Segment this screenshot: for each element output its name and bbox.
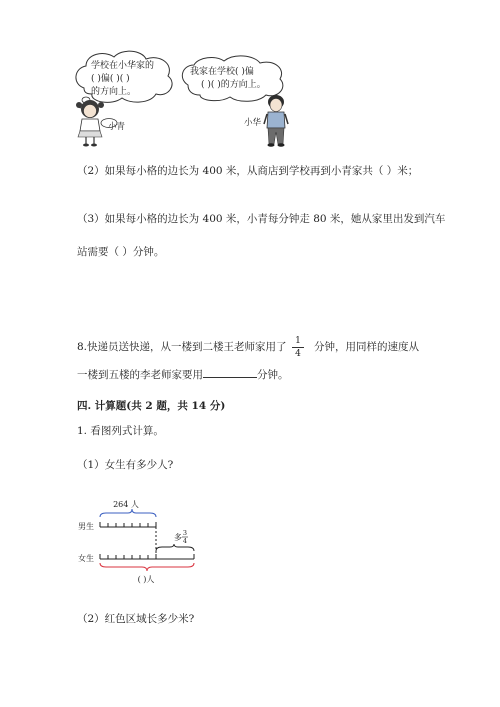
answer-blank (203, 366, 257, 378)
boy-ticks (100, 522, 156, 527)
calc-1-sub-2: （2）红色区域长多少米? (77, 613, 195, 625)
question-2: （2）如果每小格的边长为 400 米，从商店到学校再到小青家共（ ）米； (77, 165, 419, 177)
question-8-part2: 分钟，用同样的速度从 (314, 341, 419, 353)
question-3-line1: （3）如果每小格的边长为 400 米，小青每分钟走 80 米，她从家里出发到汽车 (77, 213, 446, 225)
more-fraction-denominator: 4 (182, 537, 188, 545)
more-brace (156, 544, 194, 551)
girl-bubble-line1: 学校在小华家的 (91, 61, 155, 71)
girl-bubble-line2: ( )偏( )( ) (91, 74, 130, 84)
boy-name-label: 小华 (244, 118, 262, 128)
bottom-brace (100, 563, 194, 571)
boy-figure (262, 92, 290, 148)
girl-name-label: 小青 (108, 122, 126, 132)
segment-diagram (76, 500, 206, 590)
fraction-numerator: 1 (295, 336, 301, 346)
girl-ticks (100, 554, 194, 559)
boy-row-label: 男生 (78, 522, 94, 531)
question-8-line2 (77, 366, 289, 382)
top-brace-label: 264 人 (113, 500, 139, 509)
question-8-fraction (292, 336, 304, 359)
calc-1-instruction: 1. 看图列式计算。 (77, 425, 164, 437)
question-8-part1: 8.快递员送快递，从一楼到二楼王老师家用了 (77, 341, 287, 353)
section-4-title: 四. 计算题(共 2 题，共 14 分) (77, 400, 226, 412)
answer-label: ( )人 (137, 575, 155, 584)
girl-bubble-line3: 的方向上。 (91, 87, 137, 97)
boy-bubble-line1: 我家在学校( )偏 (190, 67, 254, 77)
girl-row-label: 女生 (78, 554, 94, 563)
calc-1-sub-1: （1）女生有多少人? (77, 459, 174, 471)
question-8-line2-text: 一楼到五楼的李老师家要用 (77, 369, 203, 381)
more-label: 多 (174, 533, 182, 542)
top-brace (100, 509, 156, 517)
question-3-line2: 站需要（ ）分钟。 (77, 246, 165, 258)
more-fraction-numerator: 3 (182, 529, 188, 537)
fraction-denominator: 4 (295, 349, 301, 359)
boy-bubble-line2: ( )( )的方向上。 (201, 80, 266, 90)
question-8-line2-suffix: 分钟。 (257, 369, 289, 381)
